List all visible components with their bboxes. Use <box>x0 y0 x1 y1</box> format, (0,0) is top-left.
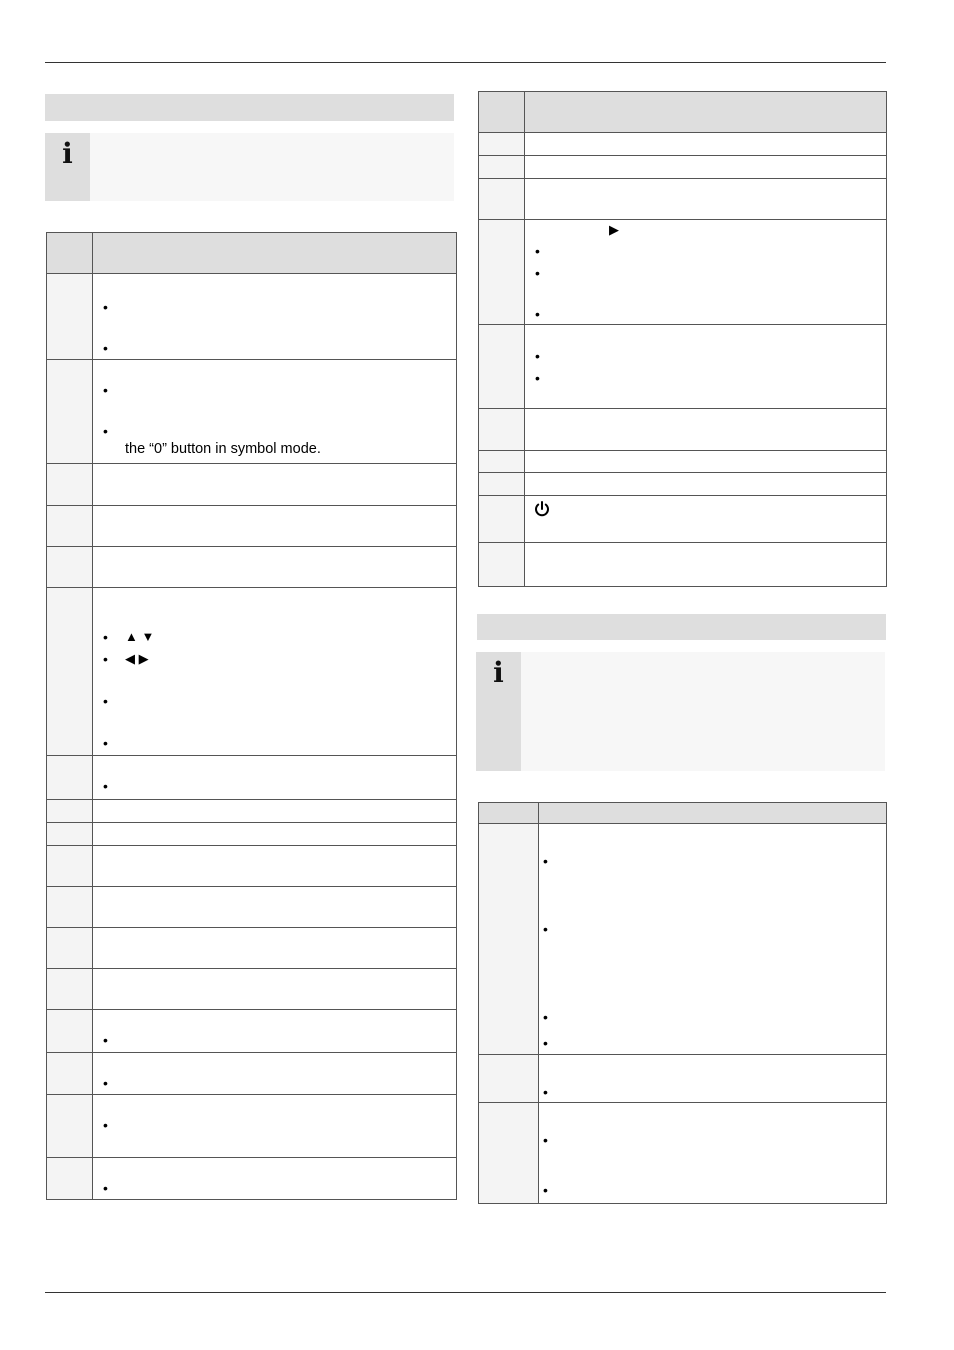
table-row <box>47 1095 457 1158</box>
bullet: • <box>535 243 540 259</box>
table-header-row <box>47 233 457 274</box>
table-row <box>47 274 457 360</box>
bullet: • <box>103 778 108 794</box>
table-row <box>47 547 457 588</box>
info-icon: i <box>493 656 504 689</box>
table-row <box>47 360 457 464</box>
table-row <box>479 156 887 179</box>
table-row <box>479 409 887 451</box>
bullet: • <box>543 853 548 869</box>
table-row <box>479 496 887 543</box>
bullet: • <box>103 629 108 645</box>
bullet: • <box>535 265 540 281</box>
bullet: • <box>103 423 108 439</box>
table-row <box>47 756 457 800</box>
header-rule <box>45 62 886 63</box>
table-row <box>479 1103 887 1204</box>
footer-rule <box>45 1292 886 1293</box>
info-icon: i <box>62 137 73 170</box>
bullet: • <box>543 1035 548 1051</box>
bullet: • <box>535 370 540 386</box>
bullet: • <box>103 1117 108 1133</box>
section-heading-bar-left <box>45 94 454 121</box>
bullet: • <box>103 1180 108 1196</box>
bullet: • <box>543 921 548 937</box>
table-row <box>47 823 457 846</box>
table-row <box>47 887 457 928</box>
table-row <box>479 451 887 473</box>
bullet: • <box>103 299 108 315</box>
table-row <box>47 928 457 969</box>
table-row <box>47 800 457 823</box>
right-arrow-icon: ▶ <box>609 222 619 237</box>
bullet: • <box>103 340 108 356</box>
table-row <box>47 506 457 547</box>
table-row <box>47 1053 457 1095</box>
table-row <box>479 133 887 156</box>
info-icon-box <box>476 652 521 771</box>
bullet: • <box>535 348 540 364</box>
bullet: • <box>535 306 540 322</box>
table-row <box>479 179 887 220</box>
bullet: • <box>103 735 108 751</box>
bullet: • <box>543 1084 548 1100</box>
row-text: the “0” button in symbol mode. <box>125 441 321 457</box>
bullet: • <box>103 382 108 398</box>
table-row <box>479 1055 887 1103</box>
power-icon <box>533 500 551 518</box>
section-heading-bar-right <box>477 614 886 640</box>
table-row <box>47 464 457 506</box>
table-row <box>47 1010 457 1053</box>
table-row <box>479 473 887 496</box>
right-controls-table <box>478 91 887 587</box>
bullet: • <box>543 1132 548 1148</box>
left-controls-table <box>46 232 457 1200</box>
bullet: • <box>103 693 108 709</box>
bullet: • <box>103 1075 108 1091</box>
bullet: • <box>543 1009 548 1025</box>
table-row <box>47 969 457 1010</box>
info-note-right <box>476 652 885 771</box>
table-row <box>47 588 457 756</box>
table-row <box>47 846 457 887</box>
right-lower-table <box>478 802 887 1204</box>
table-row <box>47 1158 457 1200</box>
table-row <box>479 543 887 587</box>
info-icon-box <box>45 133 90 201</box>
table-row <box>479 325 887 409</box>
table-header-row <box>479 92 887 133</box>
table-row <box>479 824 887 1055</box>
info-note-left <box>45 133 454 201</box>
bullet: • <box>543 1182 548 1198</box>
bullet: • <box>103 651 108 667</box>
left-right-arrow-icons: ◀ ▶ <box>125 651 149 666</box>
table-header-row <box>479 803 887 824</box>
up-down-arrow-icons: ▲ ▼ <box>125 629 155 644</box>
table-row <box>479 220 887 325</box>
bullet: • <box>103 1032 108 1048</box>
